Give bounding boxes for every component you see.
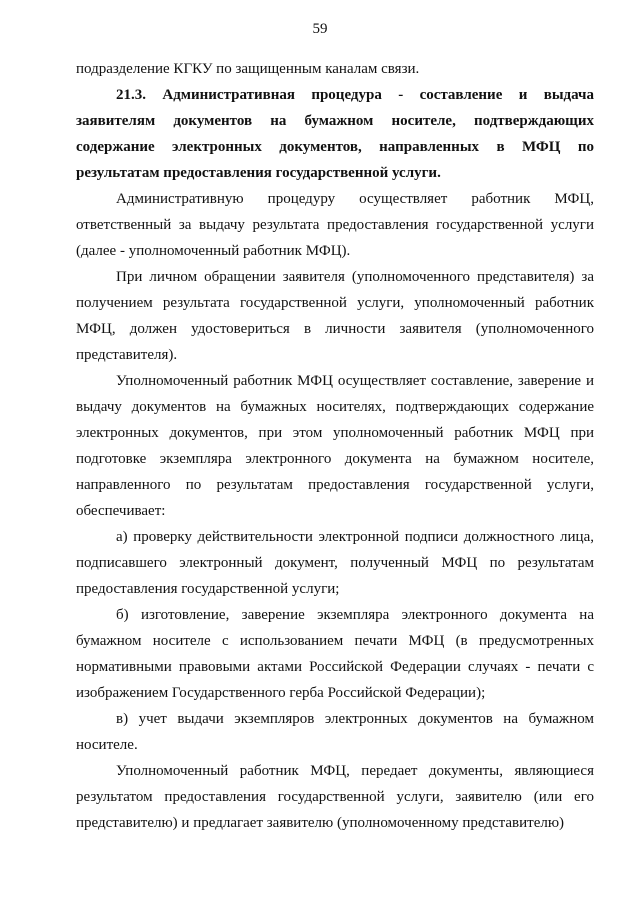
paragraph: Административную процедуру осуществляет работник МФЦ, ответственный за выдачу результата предоставления государственной услуги (далее - уполномоченный работник МФЦ). [76,191,594,259]
list-item-c: в) учет выдачи экземпляров электронных документов на бумажном носителе. [76,711,594,753]
section-heading: 21.3. Административная процедура - составление и выдача заявителям документов на бумажном носителе, подтверждающих содержание электронных документов, направленных в МФЦ по результатам предоставления государственной услуги. [76,87,594,181]
list-item-a: а) проверку действительности электронной подписи должностного лица, подписавшего электронный документ, полученный МФЦ по результатам предоставления государственной услуги; [76,529,594,597]
document-body [76,56,594,836]
paragraph: Уполномоченный работник МФЦ, передает документы, являющиеся результатом предоставления государственной услуги, заявителю (или его представителю) и предлагает заявителю (уполномоченному представителю) [76,763,594,831]
paragraph: Уполномоченный работник МФЦ осуществляет составление, заверение и выдачу документов на бумажных носителях, подтверждающих содержание электронных документов, при этом уполномоченный работник МФЦ при подготовке экземпляра электронного документа на бумажном носителе, направленного по результатам предоставления государственной услуги, обеспечивает: [76,373,594,519]
list-item-b: б) изготовление, заверение экземпляра электронного документа на бумажном носителе с использованием печати МФЦ (в предусмотренных нормативными правовыми актами Российской Федерации случаях - печати с изображением Государственного герба Российской Федерации); [76,607,594,701]
paragraph: При личном обращении заявителя (уполномоченного представителя) за получением результата государственной услуги, уполномоченный работник МФЦ, должен удостовериться в личности заявителя (уполномоченного представителя). [76,269,594,363]
page-number: 59 [312,21,328,37]
paragraph-continuation: подразделение КГКУ по защищенным каналам связи. [76,61,420,77]
